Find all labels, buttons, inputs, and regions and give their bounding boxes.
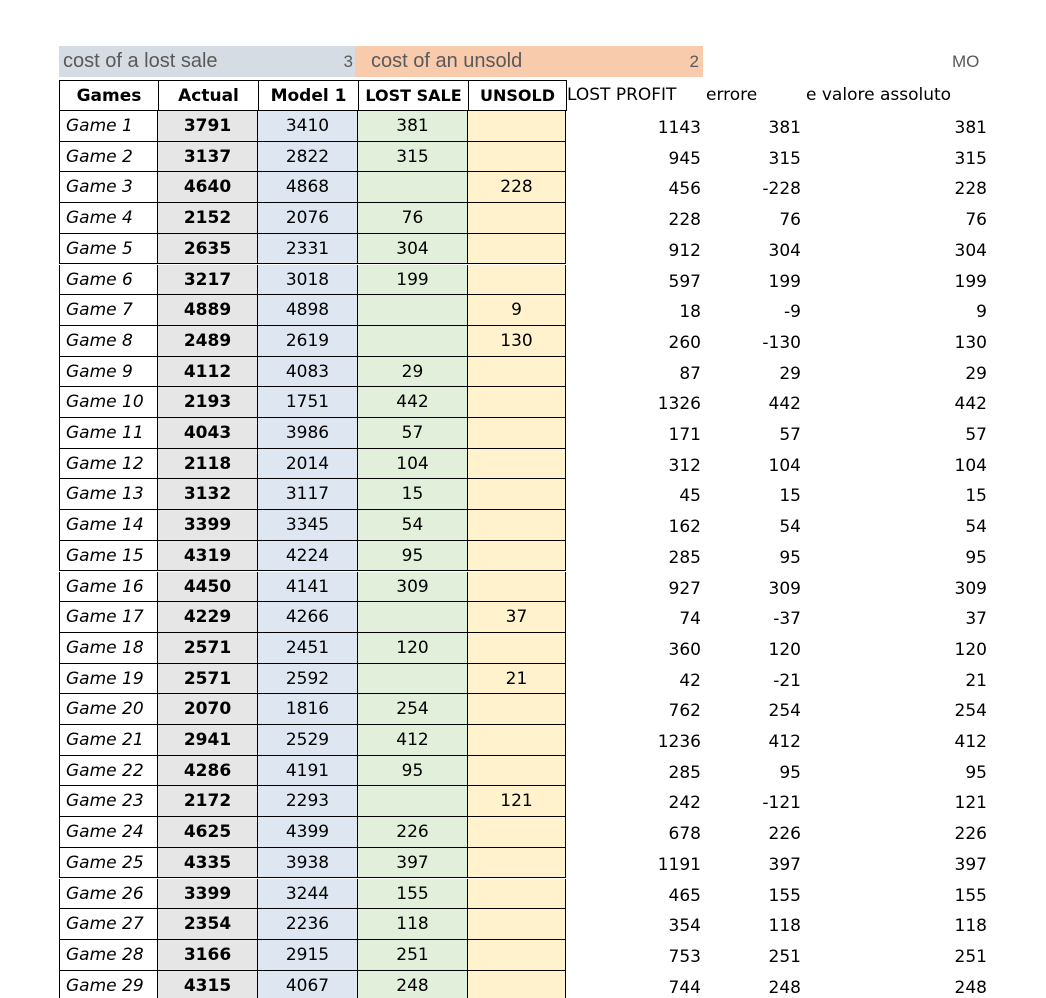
- unsold-cell[interactable]: 228: [468, 172, 566, 203]
- table-row: [0, 265, 1046, 296]
- lost-profit-cell[interactable]: 354: [668, 916, 701, 937]
- game-cell[interactable]: Game 2: [59, 142, 158, 173]
- errore-cell[interactable]: 397: [768, 854, 801, 875]
- lost-sale-cell[interactable]: 442: [358, 387, 468, 418]
- table-row: [0, 234, 1046, 265]
- lost-sale-cell[interactable]: 199: [358, 265, 468, 296]
- model-cell[interactable]: 3117: [258, 479, 358, 510]
- unsold-cell[interactable]: [468, 848, 566, 879]
- table-row: [0, 786, 1046, 817]
- lost-profit-cell[interactable]: 927: [668, 578, 701, 599]
- model-cell[interactable]: 4141: [258, 572, 358, 603]
- errore-cell[interactable]: 57: [779, 425, 801, 445]
- abs-value-cell[interactable]: 76: [965, 210, 987, 231]
- actual-cell[interactable]: 2152: [158, 203, 258, 234]
- model-cell[interactable]: 2592: [258, 664, 358, 695]
- table-row: [0, 172, 1046, 203]
- game-cell[interactable]: Game 1: [59, 111, 158, 142]
- table-row: [0, 326, 1046, 357]
- game-cell[interactable]: Game 24: [59, 817, 158, 848]
- lost-profit-cell[interactable]: 312: [668, 455, 701, 476]
- lost-sale-cell[interactable]: 95: [358, 756, 468, 787]
- actual-cell[interactable]: 4229: [158, 602, 258, 633]
- errore-cell[interactable]: 412: [768, 732, 801, 752]
- lost-sale-cell[interactable]: 76: [358, 203, 468, 234]
- lost-profit-cell[interactable]: 465: [668, 885, 701, 906]
- actual-cell[interactable]: 3137: [158, 142, 258, 173]
- unsold-cell[interactable]: [468, 449, 566, 480]
- unsold-cell[interactable]: [468, 142, 566, 173]
- game-cell[interactable]: Game 3: [59, 172, 158, 203]
- table-row: [0, 510, 1046, 541]
- header-actual[interactable]: Actual: [158, 80, 259, 111]
- model-cell[interactable]: 2451: [258, 633, 358, 664]
- header-games[interactable]: Games: [59, 80, 159, 111]
- unsold-cell[interactable]: [468, 971, 566, 998]
- unsold-cell[interactable]: [468, 418, 566, 449]
- lost-profit-cell[interactable]: 285: [668, 547, 701, 568]
- header-abs[interactable]: e valore assoluto: [806, 85, 952, 105]
- game-cell[interactable]: Game 4: [59, 203, 158, 234]
- table-row: [0, 449, 1046, 480]
- actual-cell[interactable]: 2354: [158, 909, 258, 940]
- model-cell[interactable]: 2331: [258, 234, 358, 265]
- header-lost-sale[interactable]: LOST SALE: [358, 80, 469, 111]
- abs-value-cell[interactable]: 120: [954, 639, 987, 660]
- errore-cell[interactable]: 248: [768, 977, 801, 998]
- lost-sale-cell[interactable]: [358, 786, 468, 817]
- model-cell[interactable]: 2915: [258, 940, 358, 971]
- table-row: [0, 418, 1046, 449]
- lost-sale-cost-label: cost of a lost sale: [63, 50, 218, 72]
- errore-cell[interactable]: 95: [779, 762, 801, 783]
- lost-profit-cell[interactable]: 744: [668, 977, 701, 998]
- actual-cell[interactable]: 2118: [158, 449, 258, 480]
- unsold-cell[interactable]: [468, 479, 566, 510]
- abs-value-cell[interactable]: 57: [965, 425, 987, 445]
- table-row: [0, 357, 1046, 388]
- lost-sale-cell[interactable]: 54: [358, 510, 468, 541]
- abs-value-cell[interactable]: 95: [965, 547, 987, 568]
- lost-profit-cell[interactable]: 597: [668, 271, 701, 292]
- abs-value-cell[interactable]: 54: [965, 517, 987, 538]
- lost-sale-cell[interactable]: [358, 326, 468, 357]
- model-cell[interactable]: 2293: [258, 786, 358, 817]
- table-row: [0, 848, 1046, 879]
- lost-sale-cost-cell[interactable]: [59, 46, 355, 77]
- errore-cell[interactable]: 76: [779, 210, 801, 231]
- table-row: [0, 387, 1046, 418]
- lost-sale-cell[interactable]: 381: [358, 111, 468, 142]
- unsold-cell[interactable]: [468, 879, 566, 910]
- lost-sale-cell[interactable]: 104: [358, 449, 468, 480]
- lost-profit-cell[interactable]: 285: [668, 762, 701, 783]
- model-cell[interactable]: 4868: [258, 172, 358, 203]
- abs-value-cell[interactable]: 118: [954, 916, 987, 937]
- unsold-cell[interactable]: [468, 725, 566, 756]
- actual-cell[interactable]: 2193: [158, 387, 258, 418]
- game-cell[interactable]: Game 26: [59, 879, 158, 910]
- lost-sale-cell[interactable]: 251: [358, 940, 468, 971]
- errore-cell[interactable]: -37: [773, 609, 801, 630]
- table-row: [0, 203, 1046, 234]
- table-row: [0, 664, 1046, 695]
- table-row: [0, 879, 1046, 910]
- game-cell[interactable]: Game 22: [59, 756, 158, 787]
- header-model[interactable]: Model 1: [258, 80, 359, 111]
- abs-value-cell[interactable]: 226: [954, 824, 987, 845]
- unsold-cell[interactable]: [468, 510, 566, 541]
- table-row: [0, 971, 1046, 998]
- lost-sale-cell[interactable]: 254: [358, 694, 468, 725]
- lost-sale-cell[interactable]: 412: [358, 725, 468, 756]
- lost-profit-cell[interactable]: 42: [679, 670, 701, 691]
- table-row: [0, 909, 1046, 940]
- lost-profit-cell[interactable]: 360: [668, 639, 701, 660]
- table-row: [0, 602, 1046, 633]
- abs-value-cell[interactable]: 29: [965, 363, 987, 384]
- unsold-cell[interactable]: [468, 541, 566, 572]
- game-cell[interactable]: Game 5: [59, 234, 158, 265]
- actual-cell[interactable]: 4625: [158, 817, 258, 848]
- table-row: [0, 694, 1046, 725]
- table-row: [0, 940, 1046, 971]
- lost-sale-cell[interactable]: 15: [358, 479, 468, 510]
- errore-cell[interactable]: 251: [768, 946, 801, 967]
- model-cell[interactable]: 1751: [258, 387, 358, 418]
- lost-sale-cell[interactable]: 309: [358, 572, 468, 603]
- errore-cell[interactable]: 381: [768, 118, 801, 138]
- abs-value-cell[interactable]: 130: [954, 332, 987, 353]
- header-lost-profit[interactable]: LOST PROFIT: [567, 85, 677, 105]
- lost-sale-cell[interactable]: 29: [358, 357, 468, 388]
- lost-sale-cell[interactable]: 248: [358, 971, 468, 998]
- model-cell[interactable]: 3410: [258, 111, 358, 142]
- actual-cell[interactable]: 3399: [158, 510, 258, 541]
- lost-profit-cell[interactable]: 260: [668, 332, 701, 353]
- model-cell[interactable]: 4898: [258, 295, 358, 326]
- game-cell[interactable]: Game 14: [59, 510, 158, 541]
- game-cell[interactable]: Game 13: [59, 479, 158, 510]
- errore-cell[interactable]: 304: [768, 240, 801, 261]
- errore-cell[interactable]: 118: [768, 916, 801, 937]
- game-cell[interactable]: Game 19: [59, 664, 158, 695]
- actual-cell[interactable]: 2571: [158, 633, 258, 664]
- unsold-cell[interactable]: [468, 111, 566, 142]
- model-cell[interactable]: 4191: [258, 756, 358, 787]
- game-cell[interactable]: Game 8: [59, 326, 158, 357]
- abs-value-cell[interactable]: 442: [954, 394, 987, 415]
- model-cell[interactable]: 3018: [258, 265, 358, 296]
- abs-value-cell[interactable]: 254: [954, 701, 987, 722]
- lost-sale-cell[interactable]: 304: [358, 234, 468, 265]
- model-cell[interactable]: 4224: [258, 541, 358, 572]
- unsold-cell[interactable]: 9: [468, 295, 566, 326]
- table-row: [0, 817, 1046, 848]
- abs-value-cell[interactable]: 228: [954, 179, 987, 200]
- lost-profit-cell[interactable]: 74: [679, 609, 701, 630]
- unsold-cost-label: cost of an unsold: [371, 50, 523, 72]
- game-cell[interactable]: Game 20: [59, 694, 158, 725]
- mo-label: MO: [952, 52, 980, 71]
- game-cell[interactable]: Game 7: [59, 295, 158, 326]
- game-cell[interactable]: Game 28: [59, 940, 158, 971]
- model-cell[interactable]: 4067: [258, 971, 358, 998]
- actual-cell[interactable]: 4315: [158, 971, 258, 998]
- lost-profit-cell[interactable]: 1326: [657, 394, 701, 415]
- abs-value-cell[interactable]: 104: [954, 455, 987, 476]
- lost-profit-cell[interactable]: 753: [668, 946, 701, 967]
- game-cell[interactable]: Game 11: [59, 418, 158, 449]
- actual-cell[interactable]: 4335: [158, 848, 258, 879]
- abs-value-cell[interactable]: 304: [954, 240, 987, 261]
- unsold-cell[interactable]: 121: [468, 786, 566, 817]
- model-cell[interactable]: 3938: [258, 848, 358, 879]
- actual-cell[interactable]: 3791: [158, 111, 258, 142]
- abs-value-cell[interactable]: 95: [965, 762, 987, 783]
- game-cell[interactable]: Game 16: [59, 572, 158, 603]
- unsold-cell[interactable]: 130: [468, 326, 566, 357]
- lost-sale-cell[interactable]: [358, 295, 468, 326]
- lost-profit-cell[interactable]: 1191: [657, 854, 701, 875]
- actual-cell[interactable]: 2489: [158, 326, 258, 357]
- errore-cell[interactable]: 155: [768, 885, 801, 906]
- model-cell[interactable]: 2619: [258, 326, 358, 357]
- errore-cell[interactable]: 29: [779, 363, 801, 384]
- model-cell[interactable]: 4399: [258, 817, 358, 848]
- unsold-cell[interactable]: [468, 694, 566, 725]
- table-row: [0, 541, 1046, 572]
- game-cell[interactable]: Game 15: [59, 541, 158, 572]
- actual-cell[interactable]: 4640: [158, 172, 258, 203]
- abs-value-cell[interactable]: 248: [954, 977, 987, 998]
- unsold-cell[interactable]: [468, 387, 566, 418]
- model-cell[interactable]: 4083: [258, 357, 358, 388]
- errore-cell[interactable]: 309: [768, 578, 801, 599]
- model-cell[interactable]: 2076: [258, 203, 358, 234]
- unsold-cell[interactable]: [468, 756, 566, 787]
- table-row: [0, 111, 1046, 142]
- model-cell[interactable]: 4266: [258, 602, 358, 633]
- game-cell[interactable]: Game 21: [59, 725, 158, 756]
- abs-value-cell[interactable]: 412: [954, 732, 987, 752]
- actual-cell[interactable]: 2941: [158, 725, 258, 756]
- lost-sale-cell[interactable]: 315: [358, 142, 468, 173]
- table-row: [0, 295, 1046, 326]
- actual-cell[interactable]: 4043: [158, 418, 258, 449]
- lost-sale-cell[interactable]: [358, 172, 468, 203]
- model-cell[interactable]: 2236: [258, 909, 358, 940]
- lost-profit-cell[interactable]: 678: [668, 824, 701, 845]
- errore-cell[interactable]: 254: [768, 701, 801, 722]
- lost-sale-cell[interactable]: [358, 664, 468, 695]
- unsold-cell[interactable]: [468, 265, 566, 296]
- unsold-cell[interactable]: [468, 909, 566, 940]
- lost-sale-cost-value: 3: [343, 52, 353, 71]
- errore-cell[interactable]: -9: [784, 302, 801, 323]
- lost-sale-cell[interactable]: 57: [358, 418, 468, 449]
- actual-cell[interactable]: 4286: [158, 756, 258, 787]
- table-row: [0, 572, 1046, 603]
- actual-cell[interactable]: 4319: [158, 541, 258, 572]
- abs-value-cell[interactable]: 37: [965, 609, 987, 630]
- game-cell[interactable]: Game 25: [59, 848, 158, 879]
- unsold-cell[interactable]: 21: [468, 664, 566, 695]
- lost-sale-cell[interactable]: 120: [358, 633, 468, 664]
- lost-profit-cell[interactable]: 912: [668, 240, 701, 261]
- lost-profit-cell[interactable]: 18: [679, 302, 701, 323]
- actual-cell[interactable]: 3217: [158, 265, 258, 296]
- actual-cell[interactable]: 4450: [158, 572, 258, 603]
- abs-value-cell[interactable]: 381: [954, 118, 987, 138]
- actual-cell[interactable]: 4889: [158, 295, 258, 326]
- lost-sale-cell[interactable]: [358, 602, 468, 633]
- game-cell[interactable]: Game 12: [59, 449, 158, 480]
- header-errore[interactable]: errore: [706, 85, 758, 105]
- errore-cell[interactable]: 315: [768, 148, 801, 169]
- game-cell[interactable]: Game 10: [59, 387, 158, 418]
- table-row: [0, 633, 1046, 664]
- errore-cell[interactable]: 95: [779, 547, 801, 568]
- lost-profit-cell[interactable]: 762: [668, 701, 701, 722]
- lost-sale-cell[interactable]: 95: [358, 541, 468, 572]
- actual-cell[interactable]: 2571: [158, 664, 258, 695]
- actual-cell[interactable]: 2635: [158, 234, 258, 265]
- errore-cell[interactable]: 442: [768, 394, 801, 415]
- lost-profit-cell[interactable]: 87: [679, 363, 701, 384]
- actual-cell[interactable]: 3132: [158, 479, 258, 510]
- lost-sale-cell[interactable]: 397: [358, 848, 468, 879]
- unsold-cell[interactable]: 37: [468, 602, 566, 633]
- errore-cell[interactable]: -130: [762, 332, 801, 353]
- unsold-cell[interactable]: [468, 817, 566, 848]
- lost-profit-cell[interactable]: 228: [668, 210, 701, 231]
- lost-profit-cell[interactable]: 1143: [657, 118, 701, 138]
- errore-cell[interactable]: 120: [768, 639, 801, 660]
- lost-profit-cell[interactable]: 162: [668, 517, 701, 538]
- header-unsold[interactable]: UNSOLD: [468, 80, 567, 111]
- unsold-cell[interactable]: [468, 234, 566, 265]
- unsold-cost-cell[interactable]: [355, 46, 703, 77]
- table-row: [0, 142, 1046, 173]
- model-cell[interactable]: 2822: [258, 142, 358, 173]
- model-cell[interactable]: 3244: [258, 879, 358, 910]
- lost-sale-cell[interactable]: 155: [358, 879, 468, 910]
- errore-cell[interactable]: 199: [768, 271, 801, 292]
- errore-cell[interactable]: -21: [773, 670, 801, 691]
- lost-sale-cell[interactable]: 226: [358, 817, 468, 848]
- actual-cell[interactable]: 2070: [158, 694, 258, 725]
- game-cell[interactable]: Game 17: [59, 602, 158, 633]
- game-cell[interactable]: Game 6: [59, 265, 158, 296]
- unsold-cell[interactable]: [468, 572, 566, 603]
- errore-cell[interactable]: 226: [768, 824, 801, 845]
- model-cell[interactable]: 3986: [258, 418, 358, 449]
- game-cell[interactable]: Game 29: [59, 971, 158, 998]
- game-cell[interactable]: Game 9: [59, 357, 158, 388]
- model-cell[interactable]: 2529: [258, 725, 358, 756]
- actual-cell[interactable]: 4112: [158, 357, 258, 388]
- abs-value-cell[interactable]: 397: [954, 854, 987, 875]
- lost-profit-cell[interactable]: 1236: [657, 732, 701, 752]
- unsold-cost-value: 2: [689, 52, 699, 71]
- unsold-cell[interactable]: [468, 203, 566, 234]
- lost-profit-cell[interactable]: 171: [668, 425, 701, 445]
- errore-cell[interactable]: 54: [779, 517, 801, 538]
- table-row: [0, 725, 1046, 756]
- errore-cell[interactable]: 15: [779, 486, 801, 507]
- abs-value-cell[interactable]: 121: [954, 793, 987, 814]
- errore-cell[interactable]: -228: [762, 179, 801, 200]
- lost-profit-cell[interactable]: 45: [679, 486, 701, 507]
- abs-value-cell[interactable]: 315: [954, 148, 987, 169]
- table-row: [0, 479, 1046, 510]
- model-cell[interactable]: 2014: [258, 449, 358, 480]
- abs-value-cell[interactable]: 9: [976, 302, 987, 323]
- lost-sale-cell[interactable]: 118: [358, 909, 468, 940]
- lost-profit-cell[interactable]: 242: [668, 793, 701, 814]
- game-cell[interactable]: Game 27: [59, 909, 158, 940]
- errore-cell[interactable]: -121: [762, 793, 801, 814]
- actual-cell[interactable]: 3399: [158, 879, 258, 910]
- lost-profit-cell[interactable]: 945: [668, 148, 701, 169]
- abs-value-cell[interactable]: 251: [954, 946, 987, 967]
- actual-cell[interactable]: 3166: [158, 940, 258, 971]
- game-cell[interactable]: Game 23: [59, 786, 158, 817]
- model-cell[interactable]: 3345: [258, 510, 358, 541]
- actual-cell[interactable]: 2172: [158, 786, 258, 817]
- abs-value-cell[interactable]: 15: [965, 486, 987, 507]
- abs-value-cell[interactable]: 155: [954, 885, 987, 906]
- table-row: [0, 756, 1046, 787]
- errore-cell[interactable]: 104: [768, 455, 801, 476]
- abs-value-cell[interactable]: 199: [954, 271, 987, 292]
- abs-value-cell[interactable]: 309: [954, 578, 987, 599]
- abs-value-cell[interactable]: 21: [965, 670, 987, 691]
- game-cell[interactable]: Game 18: [59, 633, 158, 664]
- unsold-cell[interactable]: [468, 940, 566, 971]
- unsold-cell[interactable]: [468, 633, 566, 664]
- unsold-cell[interactable]: [468, 357, 566, 388]
- lost-profit-cell[interactable]: 456: [668, 179, 701, 200]
- model-cell[interactable]: 1816: [258, 694, 358, 725]
